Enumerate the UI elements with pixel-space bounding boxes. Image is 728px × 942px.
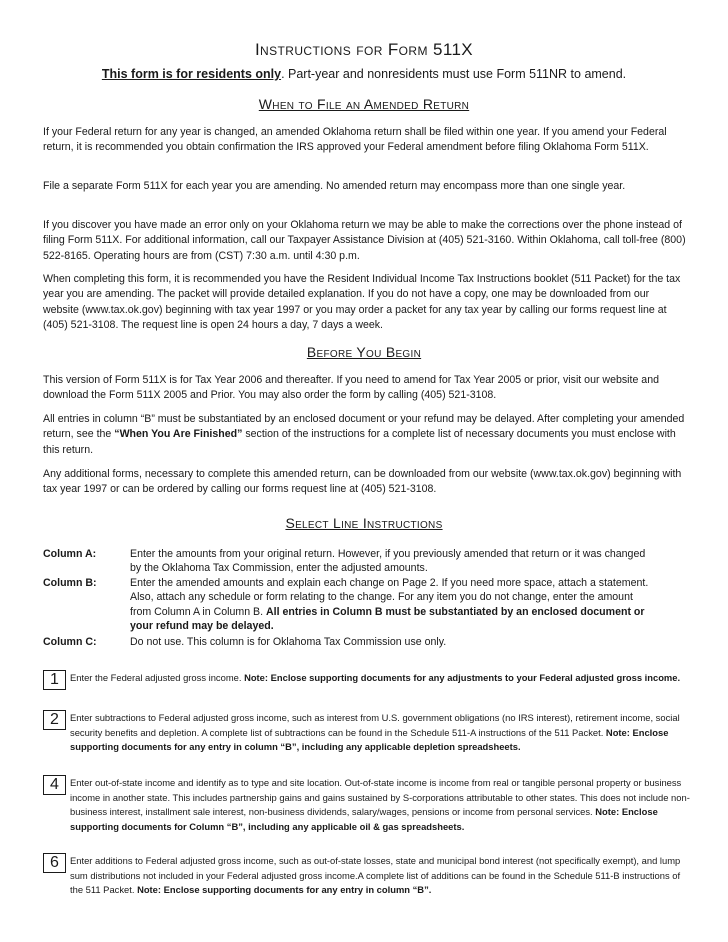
text-segment: Enter subtractions to Federal adjusted gross income, such as interest from U.S. government obligations (no IRS interest), retirement income, social security benefits and depletion. A complete list of subtractions can be found in the Schedule 511-A instructions of the 511 Packet. <box>70 712 680 738</box>
residency-notice <box>0 67 728 81</box>
section-heading-when-to-file <box>0 96 728 112</box>
paragraph-separate-form: File a separate Form 511X for each year you are amending. No amended return may encompass more than one single year. <box>43 180 626 192</box>
line-number-box: 1 <box>43 670 66 690</box>
column-a-label: Column A: <box>43 548 97 560</box>
line-note: Note: Enclose supporting documents for any adjustments to your Federal adjusted gross income. <box>244 672 681 683</box>
line-note: Note: Enclose supporting documents for any entry in column “B”, including any applicable depletion spreadsheets. <box>70 726 669 753</box>
line-instruction-text <box>70 854 692 898</box>
when-finished-reference: “When You Are Finished” <box>114 428 243 441</box>
text-segment: section of the instructions for a complete list of necessary documents you must enclose with this return. <box>43 428 676 456</box>
column-b-instruction <box>43 576 688 636</box>
section-heading-before-you-begin <box>0 344 728 360</box>
column-c-label: Column C: <box>43 636 97 648</box>
line-number-box: 6 <box>43 853 66 873</box>
line-number-box: 2 <box>43 710 66 730</box>
paragraph-additional-forms: Any additional forms, necessary to complete this amended return, can be downloaded from our website (www.tax.ok.gov) beginning with tax year 1997 or can be ordered by calling our forms request line at (405) 521-3108. <box>43 468 682 496</box>
line-instruction-text <box>70 671 692 686</box>
text-segment: Enter out-of-state income and identify as to type and site location. Out-of-state income is income from real or tangible personal property or business income in another state. This includes partnership gains and gains sustained by S-corporations attributable to other states. This does not include non-business interest, installment sale interest, non-business dividends, salary/wages, pensions or income from personal services. <box>70 777 690 818</box>
line-instruction-text <box>70 776 692 834</box>
residency-notice-bold: This form is for residents only <box>101 67 282 81</box>
line-note: Note: Enclose supporting documents for any entry in column “B”. <box>137 884 432 896</box>
paragraph-tax-year-version: This version of Form 511X is for Tax Year 2006 and thereafter. If you need to amend for Tax Year 2005 or prior, visit our website and download the Form 511X 2005 and Prior. You may also order the form by calling (405) 521-3108. <box>43 374 659 402</box>
column-a-text: Enter the amounts from your original return. However, if you previously amended that return or it was changed by the Oklahoma Tax Commission, enter the adjusted amounts. <box>130 548 646 575</box>
paragraph-column-b-substantiation <box>43 412 688 458</box>
column-c-text: Do not use. This column is for Oklahoma Tax Commission use only. <box>130 636 447 648</box>
column-a-instruction <box>43 547 688 577</box>
paragraph-phone-corrections: If you discover you have made an error only on your Oklahoma return we may be able to make the corrections over the phone instead of filing Form 511X. For additional information, call our Taxpayer Assistance Division at (405) 521-3160. Within Oklahoma, call toll-free (800) 522-8165. Operating hours are from (CST) 7:30 a.m. until 4:30 p.m. <box>43 219 686 262</box>
residency-notice-rest: . Part-year and nonresidents must use Form 511NR to amend. <box>281 67 627 81</box>
line-number-box: 4 <box>43 775 66 795</box>
text-segment: All entries in column “B” must be substantiated by an enclosed document or your refund may be delayed. After completing your amended return, see the <box>43 413 685 441</box>
column-b-label: Column B: <box>43 577 97 589</box>
text-segment: Enter the amended amounts and explain each change on Page 2. If you need more space, attach a statement. Also, attach any schedule or form relating to the change. For any item you do not change, enter the amount from Column A in Column B. <box>130 577 649 618</box>
paragraph-federal-change: If your Federal return for any year is changed, an amended Oklahoma return shall be filed within one year. If you amend your Federal return, it is recommended you obtain confirmation the IRS approved your Federal amendment before filing Oklahoma Form 511X. <box>43 126 667 154</box>
column-b-warning: All entries in Column B must be substantiated by an enclosed document or your refund may be delayed. <box>130 605 645 633</box>
column-b-text <box>130 576 650 634</box>
line-instruction-text <box>70 711 692 755</box>
text-segment: Enter the Federal adjusted gross income. <box>70 672 245 683</box>
section-heading-text: Select Line Instructions <box>285 515 443 531</box>
text-segment: Enter additions to Federal adjusted gross income, such as out-of-state losses, state and municipal bond interest (not specifically exempt), and lump sum distributions not included in your Federal adjusted gross income.A complete list of additions can be found in the Schedule 511-B instructions of the 511 Packet. <box>70 855 681 896</box>
line-note: Note: Enclose supporting documents for Column “B”, including any applicable oil & gas spreadsheets. <box>70 806 658 832</box>
section-heading-text: Before You Begin <box>306 344 422 360</box>
paragraph-instructions-booklet: When completing this form, it is recommended you have the Resident Individual Income Tax Instructions booklet (511 Packet) for the tax year you are amending. The packet will provide detailed explanation. If you do not have a copy, one may be downloaded from our website (www.tax.ok.gov) beginning with tax year 1997 or you may order a packet for any tax year by calling our forms request line at (405) 521-3108. The request line is open 24 hours a day, 7 days a week. <box>43 273 681 332</box>
page-title: Instructions for Form 511X <box>254 40 474 59</box>
section-heading-select-line <box>0 515 728 531</box>
column-c-instruction <box>43 635 688 651</box>
section-heading-text: When to File an Amended Return <box>258 96 470 112</box>
